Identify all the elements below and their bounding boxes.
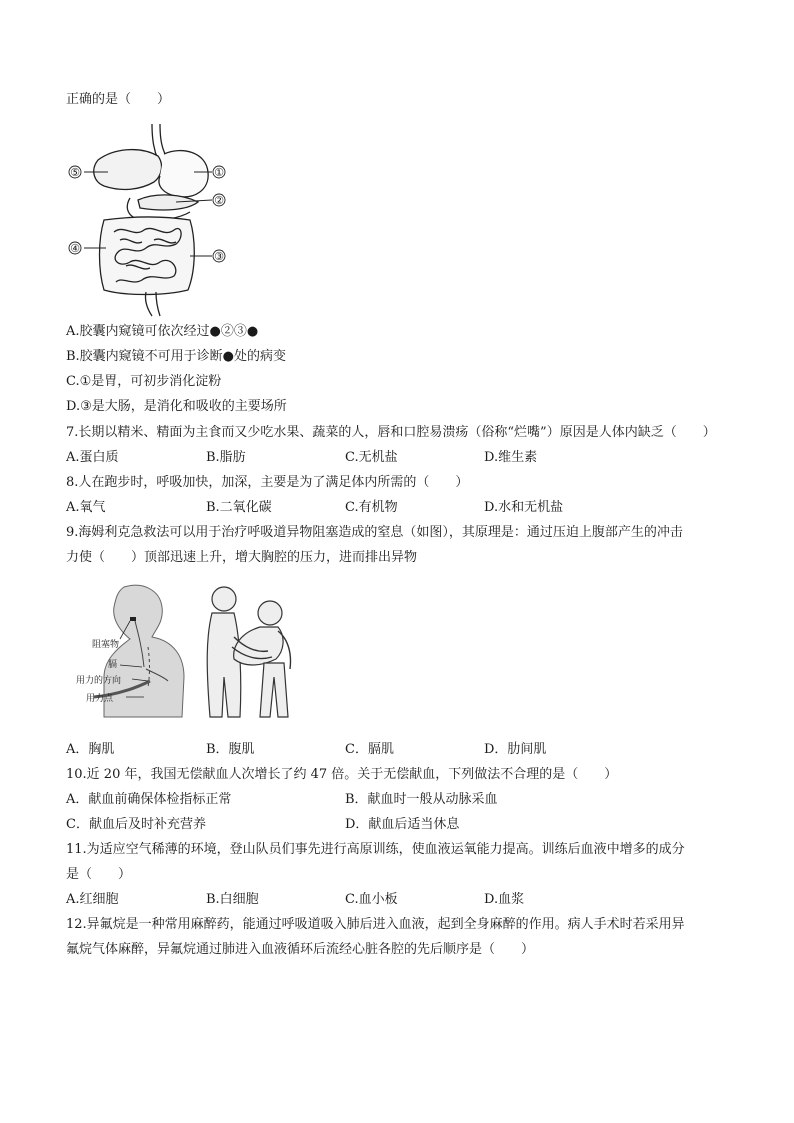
question-11-option-c: C.血小板 xyxy=(345,892,398,907)
question-7-stem: 7.长期以精米、精面为主食而又少吃水果、蔬菜的人，唇和口腔易溃疡（俗称“烂嘴”）原因是人体内缺乏（ ） xyxy=(66,425,716,440)
question-11-option-b: B.白细胞 xyxy=(206,892,259,907)
diagram-label-5: ⑤ xyxy=(70,166,80,179)
question-8-stem: 8.人在跑步时，呼吸加快，加深，主要是为了满足体内所需的（ ） xyxy=(66,475,469,490)
question-8-option-b: B.二氧化碳 xyxy=(206,500,272,515)
question-8-option-d: D.水和无机盐 xyxy=(484,500,564,515)
question-9-option-b: B．腹肌 xyxy=(206,742,255,757)
question-12-stem-line-1: 12.异氟烷是一种常用麻醉药，能通过呼吸道吸入肺后进入血液，起到全身麻醉的作用。病人手术时若采用异 xyxy=(66,917,685,932)
question-6-option-c: C.①是胃，可初步消化淀粉 xyxy=(66,374,222,389)
question-7-option-d: D.维生素 xyxy=(484,450,538,465)
blockage-marker xyxy=(130,617,136,621)
digestive-system-diagram xyxy=(64,120,244,318)
question-6-option-b: B.胶囊内窥镜不可用于诊断●处的病变 xyxy=(66,349,287,364)
question-8-option-a: A.氧气 xyxy=(66,500,106,515)
figure-label-diaphragm: 膈 xyxy=(108,660,118,670)
question-6-option-d: D.③是大肠，是消化和吸收的主要场所 xyxy=(66,399,287,414)
question-9-option-d: D．肋间肌 xyxy=(484,742,547,757)
question-9-stem-line-1: 9.海姆利克急救法可以用于治疗呼吸道异物阻塞造成的窒息（如图），其原理是：通过压迫上腹部产生的冲击 xyxy=(66,525,683,540)
question-7-option-b: B.脂肪 xyxy=(206,450,246,465)
heimlich-maneuver-figure xyxy=(64,577,304,727)
question-10-option-c: C．献血后及时补充营养 xyxy=(66,817,206,832)
question-6-option-a: A.胶囊内窥镜可依次经过●②③● xyxy=(66,324,259,339)
question-9-option-c: C．膈肌 xyxy=(345,742,394,757)
question-11-option-a: A.红细胞 xyxy=(66,892,119,907)
diagram-label-4: ④ xyxy=(70,242,80,255)
question-6-tail: 正确的是（ ） xyxy=(66,92,171,107)
diagram-label-3: ③ xyxy=(214,250,224,263)
question-9-stem-line-2: 力使（ ）顶部迅速上升，增大胸腔的压力，进而排出异物 xyxy=(66,550,418,565)
question-9-option-a: A．胸肌 xyxy=(66,742,115,757)
question-7-option-c: C.无机盐 xyxy=(345,450,398,465)
question-11-stem-line-2: 是（ ） xyxy=(66,867,132,882)
question-10-option-d: D．献血后适当休息 xyxy=(345,817,460,832)
diagram-label-2: ② xyxy=(214,194,224,207)
question-8-option-c: C.有机物 xyxy=(345,500,398,515)
question-10-option-a: A．献血前确保体检指标正常 xyxy=(66,792,232,807)
question-7-option-a: A.蛋白质 xyxy=(66,450,119,465)
question-10-stem: 10.近 20 年，我国无偿献血人次增长了约 47 倍。关于无偿献血，下列做法不合理的是（ ） xyxy=(66,767,618,782)
question-11-option-d: D.血浆 xyxy=(484,892,525,907)
question-12-stem-line-2: 氟烷气体麻醉，异氟烷通过肺进入血液循环后流经心脏各腔的先后顺序是（ ） xyxy=(66,942,535,957)
question-11-stem-line-1: 11.为适应空气稀薄的环境，登山队员们事先进行高原训练，使血液运氧能力提高。训练后血液中增多的成分 xyxy=(66,842,685,857)
question-10-option-b: B．献血时一般从动脉采血 xyxy=(345,792,498,807)
diagram-label-1: ① xyxy=(214,166,224,179)
figure-label-blockage: 阻塞物 xyxy=(92,640,120,650)
figure-label-force-point: 用力点 xyxy=(86,694,114,704)
figure-label-force-direction: 用力的方向 xyxy=(76,676,122,686)
